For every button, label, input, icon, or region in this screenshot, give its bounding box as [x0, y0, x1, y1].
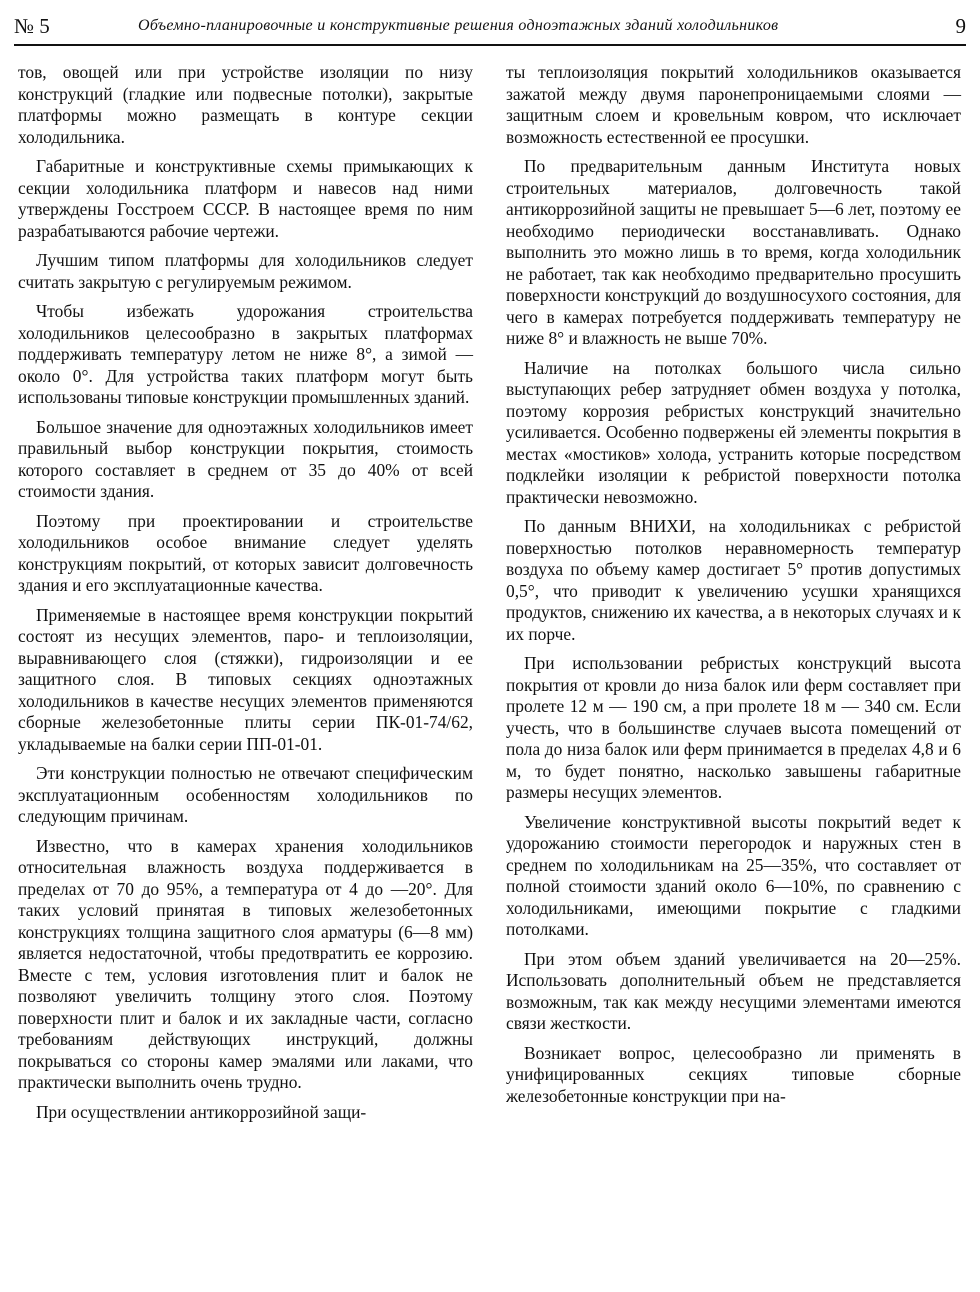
- issue-number: № 5: [14, 14, 50, 38]
- paragraph: При этом объем зданий увеличивается на 20—25%. Использовать дополнительный объем не представляется возможным, так как между несущими элементами имеются связи жесткости.: [506, 948, 961, 1033]
- paragraph: Большое значение для одноэтажных холодильников имеет правильный выбор конструкции покрытия, стоимость которого составляет в среднем от 35 до 40% от всей стоимости здания.: [18, 416, 473, 501]
- paragraph: Возникает вопрос, целесообразно ли применять в унифицированных секциях типовые сборные железобетонные конструкции при на-: [506, 1042, 961, 1106]
- paragraph: ты теплоизоляция покрытий холодильников оказывается зажатой между двумя паронепроницаемыми слоями — защитным слоем и кровельным ковром, что исключает возможность естественной ее просушки.: [506, 62, 961, 147]
- page-header: [14, 8, 966, 46]
- paragraph: При использовании ребристых конструкций высота покрытия от кровли до низа балок или ферм составляет при пролете 12 м — 190 см, а при пролете 18 м — 340 см. Если учесть, что в большинстве случаев высота помещений от пола до низа балок или ферм принимается в пределах 4,8 и 6 м, то будет понятно, насколько завышены габаритные размеры несущих элементов.: [506, 653, 961, 802]
- paragraph: По предварительным данным Института новых строительных материалов, долговечность такой антикоррозийной защиты не превышает 5—6 лет, поэтому ее необходимо периодически восстанавливать. Однако выполнить это можно лишь в то время, когда холодильник не работает, так как необходимо предварительно просушить поверхности конструкций до воздушносухого состояния, для чего в камерах потребуется поддерживать температуру не ниже 8° и влажность не выше 70%.: [506, 156, 961, 348]
- left-column: [18, 62, 473, 1131]
- paragraph: Применяемые в настоящее время конструкции покрытий состоят из несущих элементов, паро- и теплоизоляции, выравнивающего слоя (стяжки), гидроизоляции и ее защитного слоя. В типовых секциях одноэтажных холодильников в качестве несущих элементов применяются сборные железобетонные плиты серии ПК-01-74/62, укладываемые на балки серии ПП-01-01.: [18, 604, 473, 754]
- paragraph: По данным ВНИХИ, на холодильниках с ребристой поверхностью потолков неравномерность температур воздуха по объему камер достигает 5° против допустимых 0,5°, что приводит к увеличению усушки хранящихся продуктов, снижению их качества, а в некоторых случаях и к их порче.: [506, 516, 961, 644]
- running-title: Объемно-планировочные и конструктивные решения одноэтажных зданий холодильников: [138, 17, 779, 34]
- paragraph: Чтобы избежать удорожания строительства холодильников целесообразно в закрытых платформах поддерживать температуру летом не ниже 8°, а зимой — около 0°. Для устройства таких платформ могут быть использованы типовые конструкции промышленных зданий.: [18, 301, 473, 407]
- paragraph: тов, овощей или при устройстве изоляции по низу конструкций (гладкие или подвесные потолки), закрытые платформы можно размещать в контуре секции холодильника.: [18, 62, 473, 147]
- paragraph: Лучшим типом платформы для холодильников следует считать закрытую с регулируемым режимом.: [18, 250, 473, 292]
- paragraph: Габаритные и конструктивные схемы примыкающих к секции холодильника платформ и навесов над ними утверждены Госстроем СССР. В настоящее время по ним разрабатываются рабочие чертежи.: [18, 156, 473, 241]
- paragraph: Эти конструкции полностью не отвечают специфическим эксплуатационным особенностям холодильников по следующим причинам.: [18, 763, 473, 826]
- paragraph: Наличие на потолках большого числа сильно выступающих ребер затрудняет обмен воздуха у потолка, поэтому коррозия ребристых конструкций значительно усиливается. Особенно подвержены ей элементы покрытия в местах «мостиков» холода, устранить которые посредством подклейки изоляции к ребристой поверхности потолка практически невозможно.: [506, 357, 961, 507]
- paragraph: Поэтому при проектировании и строительстве холодильников особое внимание следует уделять конструкциям покрытий, от которых зависит долговечность здания и его эксплуатационные качества.: [18, 510, 473, 595]
- right-column: [506, 62, 961, 1115]
- page-number: 9: [955, 14, 966, 38]
- paragraph: Увеличение конструктивной высоты покрытий ведет к удорожанию стоимости перегородок и наружных стен в среднем по холодильникам на 25—35%, что составляет от полной стоимости зданий около 6—10%, по сравнению с холодильниками, имеющими покрытие с гладкими потолками.: [506, 811, 961, 939]
- paragraph: Известно, что в камерах хранения холодильников относительная влажность воздуха поддерживается в пределах от 70 до 95%, а температура от 4 до —20°. Для таких условий принятая в типовых железобетонных конструкциях толщина защитного слоя арматуры (6—8 мм) является недостаточной, чтобы предотвратить ее коррозию. Вместе с тем, условия изготовления плит и балок не позволяют увеличить толщину этого слоя. Поэтому поверхности плит и балок и их закладные части, согласно требованиям действующих инструкций, должны покрываться со стороны камер эмалями или лаками, что практически выполнить очень трудно.: [18, 835, 473, 1092]
- paragraph: При осуществлении антикоррозийной защи-: [36, 1101, 367, 1122]
